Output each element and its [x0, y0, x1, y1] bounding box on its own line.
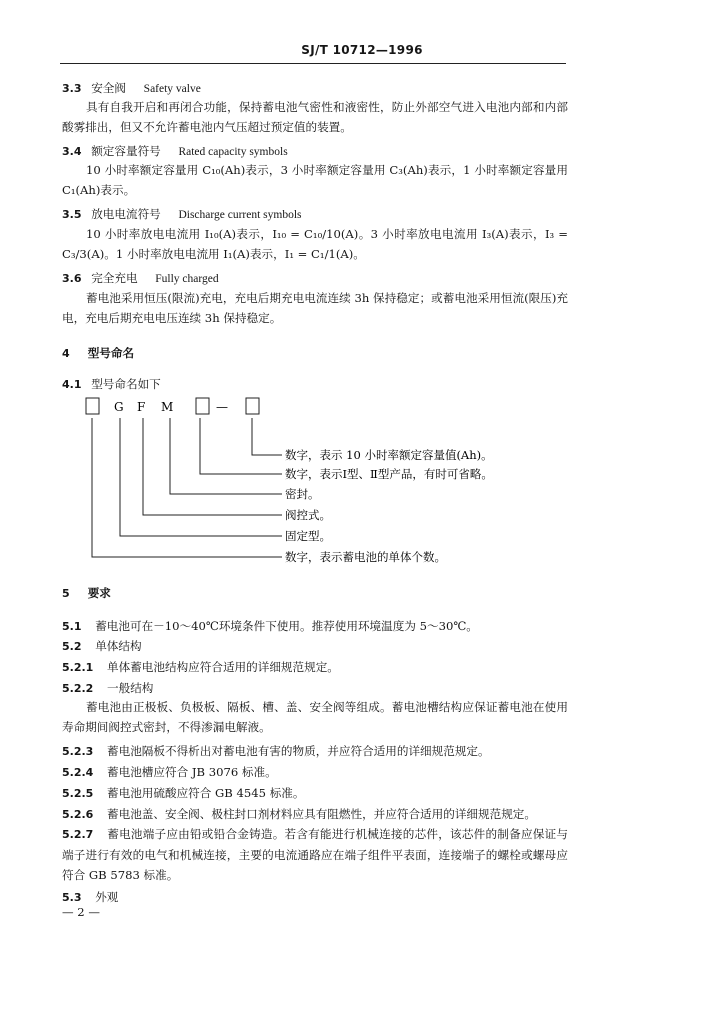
section-title: 要求 — [87, 586, 111, 600]
label-sealed: 密封。 — [285, 487, 320, 501]
section-5-1 — [62, 618, 478, 635]
section-title: 外观 — [95, 890, 119, 904]
section-number: 5.1 — [62, 620, 82, 633]
section-5-2-1 — [62, 659, 339, 676]
section-number: 5.2.5 — [62, 787, 94, 800]
section-body: 单体蓄电池结构应符合适用的详细规范规定。 — [107, 660, 339, 674]
section-body: 蓄电池端子应由铅或铅合金铸造。若含有能进行机械连接的芯件，该芯件的制备应保证与端子进行有效的电气和机械连接，主要的电流通路应在端子组件平表面，连接端子的螺栓或螺母应符合 GB 5783 标准。 — [62, 827, 568, 882]
section-5-2-2 — [62, 680, 153, 697]
section-5-2-2-body: 蓄电池由正极板、负极板、隔板、槽、盖、安全阀等组成。蓄电池槽结构应保证蓄电池在使用寿命期间阀控式密封，不得渗漏电解液。 — [62, 700, 568, 734]
code-letter-m: M — [161, 400, 174, 414]
section-3-6-body: 蓄电池采用恒压(限流)充电，充电后期充电电流连续 3h 保持稳定；或蓄电池采用恒流(限压)充电，充电后期充电电压连续 3h 保持稳定。 — [62, 291, 568, 325]
section-number: 5.2.1 — [62, 661, 94, 674]
section-number: 4.1 — [62, 378, 82, 391]
section-body: 蓄电池槽应符合 JB 3076 标准。 — [107, 765, 277, 779]
section-title-cn: 额定容量符号 — [91, 144, 161, 158]
section-number: 5.3 — [62, 891, 82, 904]
code-dash: — — [216, 400, 228, 414]
section-number: 5.2.3 — [62, 745, 94, 758]
section-title: 型号命名如下 — [91, 377, 161, 391]
section-body: 蓄电池盖、安全阀、极柱封口剂材料应具有阻燃性，并应符合适用的详细规范规定。 — [107, 807, 536, 821]
section-3-3-body: 具有自我开启和再闭合功能，保持蓄电池气密性和液密性，防止外部空气进入电池内部和内部酸雾排出，但又不允许蓄电池内气压超过预定值的装置。 — [62, 100, 568, 134]
section-number: 3.6 — [62, 272, 82, 285]
section-title-en: Rated capacity symbols — [178, 146, 288, 158]
type-box — [196, 398, 209, 414]
capacity-box — [246, 398, 259, 414]
section-body: 蓄电池可在－10～40℃环境条件下使用。推荐使用环境温度为 5～30℃。 — [95, 619, 478, 633]
section-5-heading — [62, 585, 111, 602]
section-number: 4 — [62, 347, 70, 360]
label-product-type: 数字，表示Ⅰ型、Ⅱ型产品，有时可省略。 — [285, 467, 493, 481]
section-5-2-6 — [62, 806, 536, 823]
section-title-cn: 安全阀 — [91, 81, 126, 95]
section-number: 5.2 — [62, 640, 82, 653]
leader-line — [200, 418, 282, 474]
label-valve-regulated: 阀控式。 — [285, 508, 331, 522]
section-5-2-7 — [62, 824, 568, 885]
section-5-2-4 — [62, 764, 277, 781]
section-5-2-3 — [62, 743, 490, 760]
section-5-3 — [62, 889, 118, 906]
section-title-en: Safety valve — [143, 83, 201, 95]
leader-line — [120, 418, 282, 536]
cell-count-box — [86, 398, 99, 414]
code-letter-g: G — [114, 400, 124, 414]
section-number: 3.5 — [62, 208, 82, 221]
leader-line — [170, 418, 282, 494]
code-letter-f: F — [137, 400, 146, 414]
label-cell-count: 数字，表示蓄电池的单体个数。 — [285, 550, 446, 564]
section-title-cn: 放电电流符号 — [91, 207, 161, 221]
section-number: 5.2.2 — [62, 682, 94, 695]
section-title: 一般结构 — [107, 681, 154, 695]
section-5-2 — [62, 638, 142, 655]
section-number: 5.2.7 — [62, 828, 94, 841]
section-number: 5.2.4 — [62, 766, 94, 779]
section-3-4-body: 10 小时率额定容量用 C₁₀(Ah)表示，3 小时率额定容量用 C₃(Ah)表示，1 小时率额定容量用 C₁(Ah)表示。 — [62, 163, 568, 197]
section-3-5-body: 10 小时率放电电流用 I₁₀(A)表示，I₁₀ = C₁₀/10(A)。3 小时率放电电流用 I₃(A)表示，I₃ = C₃/3(A)。1 小时率放电电流用 I₁(A)表示，I₁ = C₁/1(A)。 — [62, 227, 568, 261]
section-title-en: Fully charged — [155, 273, 219, 285]
section-number: 3.3 — [62, 82, 82, 95]
section-body: 蓄电池隔板不得析出对蓄电池有害的物质，并应符合适用的详细规范规定。 — [107, 744, 490, 758]
section-5-2-5 — [62, 785, 304, 802]
section-number: 5 — [62, 587, 70, 600]
standard-number-header: SJ/T 10712—1996 — [301, 43, 423, 57]
section-number: 5.2.6 — [62, 808, 94, 821]
section-body: 蓄电池用硫酸应符合 GB 4545 标准。 — [107, 786, 305, 800]
section-title-cn: 完全充电 — [91, 271, 138, 285]
label-capacity: 数字，表示 10 小时率额定容量值(Ah)。 — [285, 448, 493, 462]
leader-line — [252, 418, 282, 455]
section-title: 单体结构 — [95, 639, 142, 653]
section-number: 3.4 — [62, 145, 82, 158]
leader-line — [143, 418, 282, 515]
section-title-en: Discharge current symbols — [178, 209, 302, 221]
section-title: 型号命名 — [87, 346, 135, 360]
label-stationary: 固定型。 — [285, 529, 331, 543]
page-number: — 2 — — [62, 905, 100, 919]
